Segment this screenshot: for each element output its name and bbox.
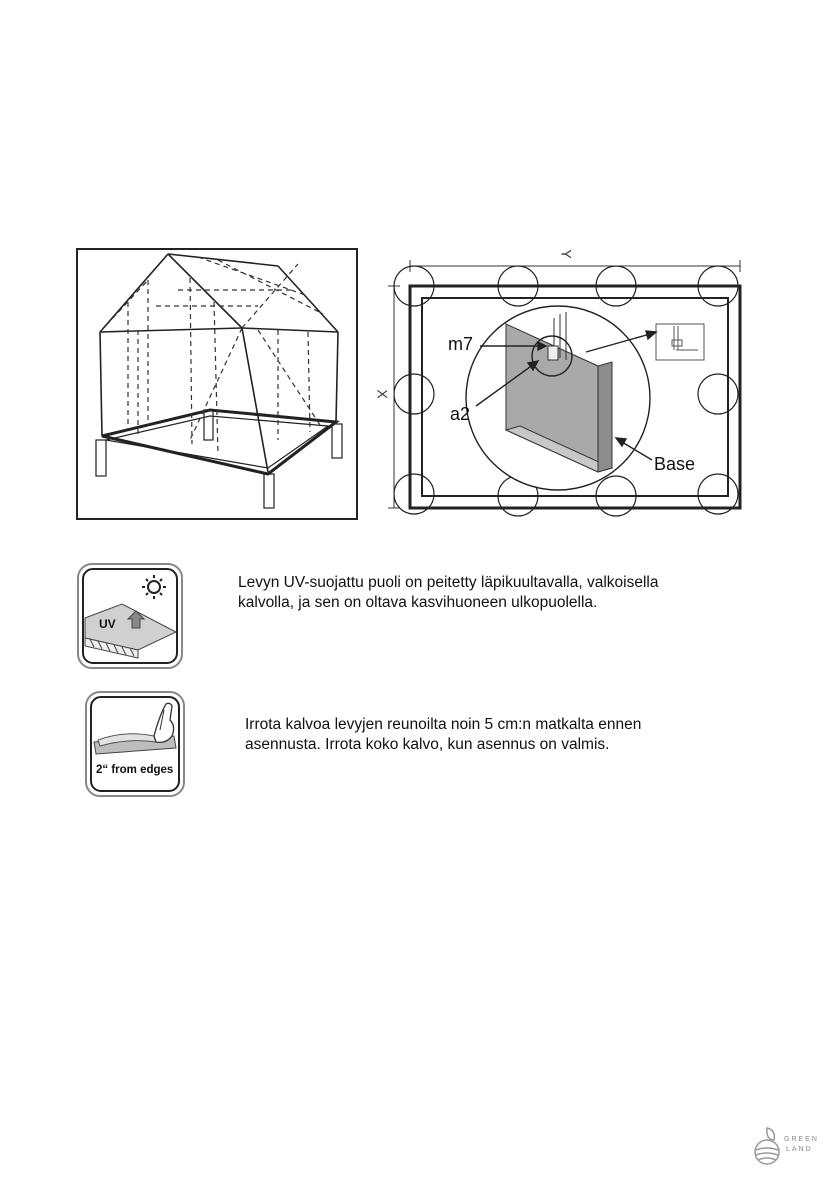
uv-note-text [238, 573, 738, 613]
film-note-text [245, 715, 738, 755]
base-layout-figure [376, 246, 748, 522]
uv-note-line-2: kalvolla, ja sen on oltava kasvihuoneen ulkopuolella. [238, 594, 598, 611]
dimension-x-label: X [374, 389, 391, 399]
part-label-base: Base [654, 454, 696, 474]
base-layout-drawing [376, 246, 748, 522]
greenhouse-frame-drawing [78, 250, 356, 518]
film-note-line-1: Irrota kalvoa levyjen reunoilta noin 5 cm:n matkalta ennen [245, 716, 642, 733]
uv-icon-text: UV [99, 617, 116, 631]
uv-note-line-1: Levyn UV-suojattu puoli on peitetty läpikuultavalla, valkoisella [238, 574, 659, 591]
dimension-y-label: Y [558, 249, 575, 259]
peel-film-icon [84, 690, 188, 800]
logo-line-1: GREEN [784, 1136, 819, 1143]
part-label-a2: a2 [450, 404, 471, 424]
leaf-globe-icon [752, 1124, 782, 1168]
logo-line-2: LAND [786, 1146, 813, 1153]
uv-panel-icon [76, 562, 184, 670]
film-note-line-2: asennusta. Irrota koko kalvo, kun asennus on valmis. [245, 736, 610, 753]
part-label-m7: m7 [448, 334, 474, 354]
green-land-logo [752, 1124, 822, 1172]
greenhouse-frame-figure [76, 248, 358, 520]
peel-film-icon-text: 2“ from edges [96, 764, 174, 776]
